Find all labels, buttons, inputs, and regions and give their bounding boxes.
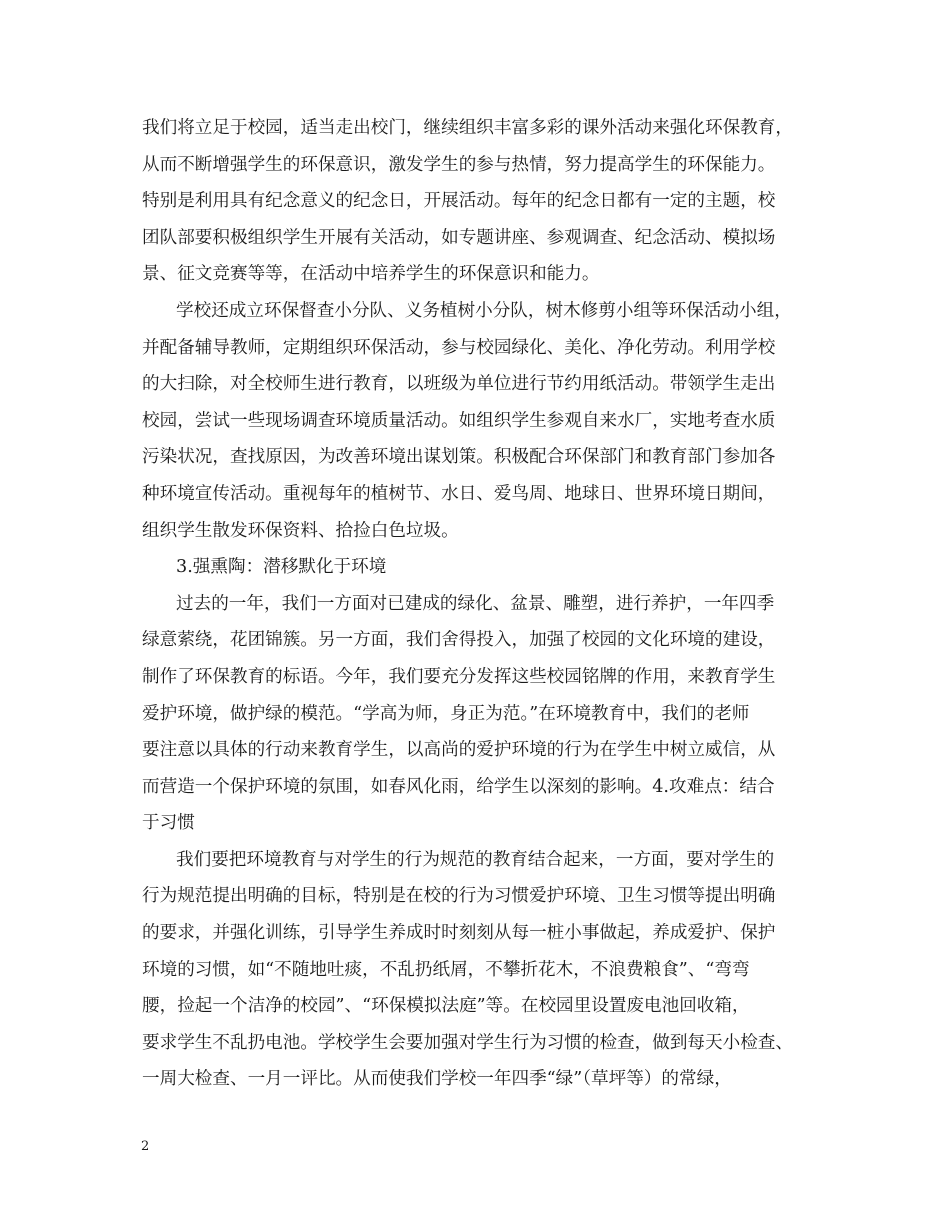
text-line: 而营造一个保护环境的氛围，如春风化雨，给学生以深刻的影响。4.攻难点：结合 — [142, 776, 775, 797]
text-line: 并配备辅导教师，定期组织环保活动，参与校园绿化、美化、净化劳动。利用学校 — [142, 337, 776, 358]
text-line: 绿意萦绕，花团锦簇。另一方面，我们舍得投入，加强了校园的文化环境的建设， — [142, 630, 776, 651]
body-text — [142, 110, 842, 1098]
text-line: 腰，捡起一个洁净的校园”、“环保模拟法庭”等。在校园里设置废电池回收箱， — [142, 996, 750, 1017]
paragraph-first-line: 我们要把环境教育与对学生的行为规范的教育结合起来，一方面，要对学生的 — [176, 849, 775, 870]
text-line: 校园，尝试一些现场调查环境质量活动。如组织学生参观自来水厂，实地考查水质 — [142, 410, 776, 431]
section-heading: 3.强熏陶：潜移默化于环境 — [176, 557, 387, 578]
text-line: 团队部要积极组织学生开展有关活动，如专题讲座、参观调查、纪念活动、模拟场 — [142, 227, 776, 248]
text-line: 的大扫除，对全校师生进行教育，以班级为单位进行节约用纸活动。带领学生走出 — [142, 374, 776, 395]
text-line: 特别是利用具有纪念意义的纪念日，开展活动。每年的纪念日都有一定的主题，校 — [142, 191, 776, 212]
text-line: 行为规范提出明确的目标，特别是在校的行为习惯爱护环境、卫生习惯等提出明确 — [142, 886, 776, 907]
paragraph-first-line: 过去的一年，我们一方面对已建成的绿化、盆景、雕塑，进行养护，一年四季 — [176, 593, 775, 614]
text-line: 组织学生散发环保资料、拾捡白色垃圾。 — [142, 520, 459, 541]
text-line: 污染状况，查找原因，为改善环境出谋划策。积极配合环保部门和教育部门参加各 — [142, 447, 776, 468]
text-line: 于习惯 — [142, 813, 195, 834]
text-line: 爱护环境，做护绿的模范。“学高为师，身正为范。”在环境教育中，我们的老师 — [142, 703, 750, 724]
text-line: 要求学生不乱扔电池。学校学生会要加强对学生行为习惯的检查，做到每天小检查、 — [142, 1032, 793, 1053]
text-line: 的要求，并强化训练，引导学生养成时时刻刻从每一桩小事做起，养成爱护、保护 — [142, 923, 776, 944]
text-line: 要注意以具体的行动来教育学生，以高尚的爱护环境的行为在学生中树立威信，从 — [142, 740, 776, 761]
text-line: 从而不断增强学生的环保意识，激发学生的参与热情，努力提高学生的环保能力。 — [142, 154, 776, 175]
text-line: 景、征文竞赛等等，在活动中培养学生的环保意识和能力。 — [142, 264, 600, 285]
text-line: 我们将立足于校园，适当走出校门，继续组织丰富多彩的课外活动来强化环保教育， — [142, 118, 793, 138]
page-number: 2 — [141, 1139, 150, 1154]
text-line: 环境的习惯，如“不随地吐痰，不乱扔纸屑，不攀折花木，不浪费粮食”、“弯弯 — [142, 959, 750, 980]
paragraph-first-line: 学校还成立环保督查小分队、义务植树小分队，树木修剪小组等环保活动小组， — [176, 300, 792, 321]
text-line: 一周大检查、一月一评比。从而使我们学校一年四季“绿”（草坪等）的常绿， — [142, 1069, 732, 1090]
text-line: 制作了环保教育的标语。今年，我们要充分发挥这些校园铭牌的作用，来教育学生 — [142, 666, 776, 687]
text-line: 种环境宣传活动。重视每年的植树节、水日、爱鸟周、地球日、世界环境日期间， — [142, 483, 776, 504]
